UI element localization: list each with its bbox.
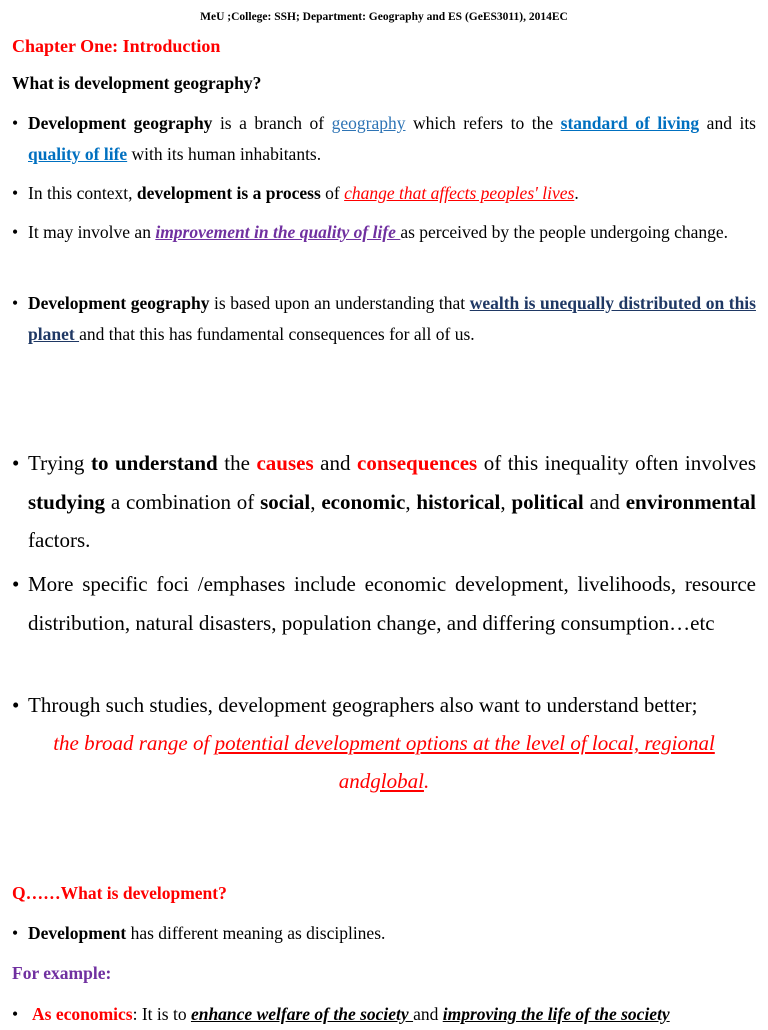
development-term: Development [28,923,127,943]
text: . [574,183,579,203]
section-question: What is development geography? [12,73,262,93]
text: and its [699,113,756,133]
text: More specific foci /emphases include economic development, livelihoods, resource distribution, natural disasters, population change, and differing consumption…etc [28,572,756,635]
development-options-phrase: potential development options at the level of local, regional [214,731,715,755]
term-development-geography: Development geography [28,293,210,313]
enhance-welfare-phrase: enhance welfare of the society [190,1004,414,1024]
text: and [413,1004,443,1024]
bullet-icon: • [12,1004,19,1024]
text: and [583,489,626,514]
studies-emphasis-line1 [12,724,756,763]
studies-emphasis-line2 [12,762,756,801]
text: is based upon an understanding that [209,293,470,313]
page-header: MeU ;College: SSH; Department: Geography and ES (GeES3011), 2014EC [200,11,568,23]
studying-term: studying [28,489,106,514]
text: Trying [28,451,91,475]
text: Through such studies, development geographers also want to understand better; [28,693,698,717]
bullet-inequality [12,444,756,560]
text: , [405,489,417,514]
text: It may involve an [28,222,156,242]
text: : It is to [132,1004,191,1024]
bullet-icon: • [12,572,20,596]
bullet-icon: • [12,183,19,203]
text: is a branch of [212,113,332,133]
bullet-icon: • [12,693,20,717]
bullet-icon: • [12,113,19,133]
term-development-geography: Development geography [28,113,213,133]
text: , [310,489,322,514]
chapter-title: Chapter One: Introduction [12,36,221,56]
to-understand-term: to understand [90,451,218,475]
social-term: social [260,489,311,514]
bullet-icon: • [12,923,19,943]
improving-life-phrase: improving the life of the society [442,1004,670,1024]
bullet-icon: • [12,293,19,313]
bullet-development-meaning [12,918,756,949]
political-term: political [511,489,584,514]
wealth-phrase: wealth is unequally distributed on this planet [28,293,756,344]
geography-link: geography [331,113,406,133]
text: In this context, [28,183,137,203]
text: , [500,489,512,514]
bullet-wealth [12,288,756,350]
for-example-heading: For example: [12,963,112,983]
text: the [217,451,257,475]
historical-term: historical [416,489,501,514]
bullet-foci [12,565,756,642]
text: a combination of [105,489,261,514]
environmental-term: environmental [625,489,757,514]
standard-of-living-term: standard of living [560,113,700,133]
bullet-icon: • [12,451,20,475]
text: has different meaning as disciplines. [126,923,386,943]
bullet-improvement [12,217,756,248]
bullet-definition [12,108,756,170]
bullet-process [12,178,756,209]
text: and [338,769,371,793]
text: which refers to the [405,113,561,133]
change-phrase: change that affects peoples' lives [344,183,575,203]
consequences-term: consequences [357,451,478,475]
development-process-term: development is a process [136,183,321,203]
global-term: global [370,769,424,793]
bullet-economics [12,999,756,1030]
text: as perceived by the people undergoing change. [400,222,728,242]
economic-term: economic [321,489,406,514]
causes-term: causes [256,451,314,475]
bullet-icon: • [12,222,19,242]
question-heading: Q……What is development? [12,883,227,903]
as-economics-term: As economics [32,1004,133,1024]
text: of [320,183,345,203]
text: and [313,451,358,475]
text: factors. [28,528,91,552]
text: the broad range of [53,731,215,755]
bullet-studies [12,686,756,725]
text: with its human inhabitants. [127,144,322,164]
text: of this inequality often involves [477,451,757,475]
text: . [423,769,430,793]
text: and that this has fundamental consequences for all of us. [79,324,475,344]
improvement-phrase: improvement in the quality of life [155,222,401,242]
quality-of-life-term: quality of life [28,144,128,164]
